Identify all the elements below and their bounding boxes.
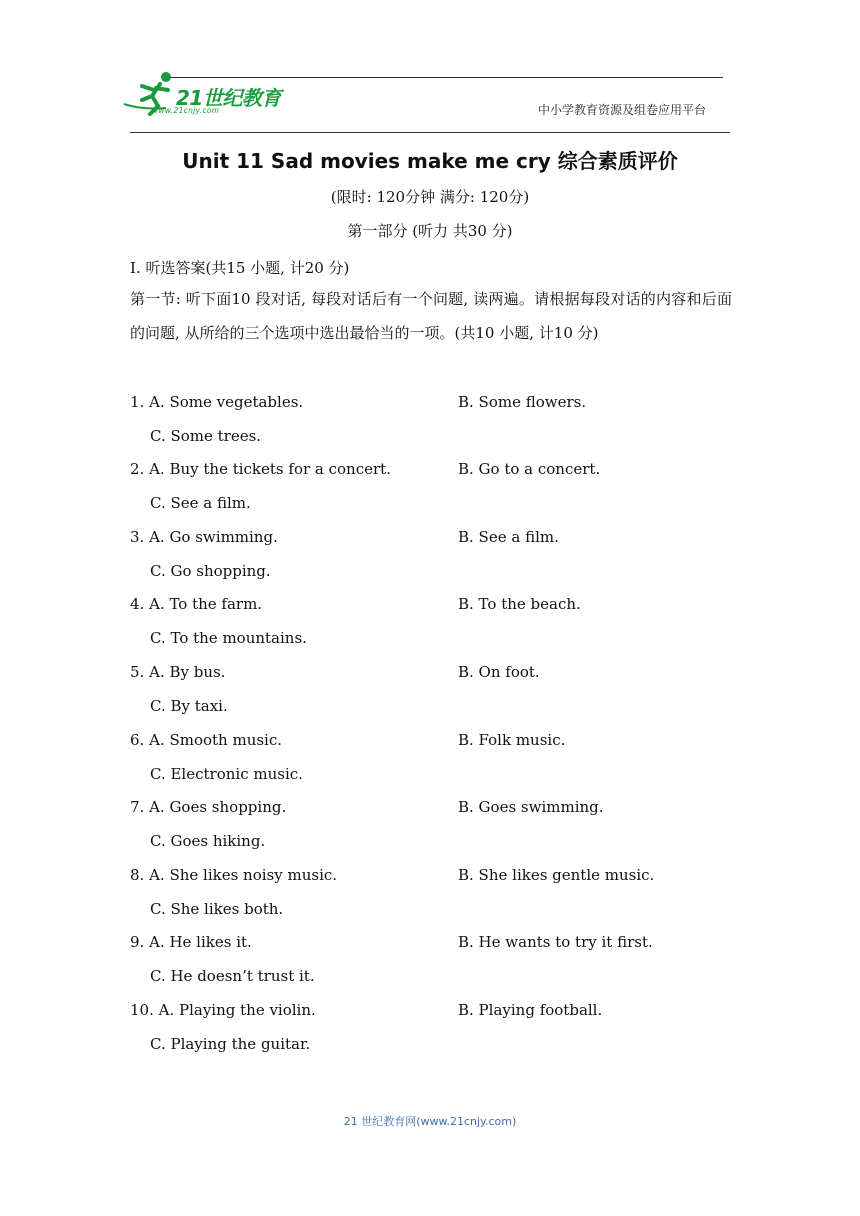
option-a: 3. A. Go swimming. (130, 528, 278, 546)
question-10 (130, 1001, 730, 1069)
option-c: C. By taxi. (150, 697, 228, 715)
option-c: C. She likes both. (150, 900, 284, 918)
option-a: 5. A. By bus. (130, 663, 226, 681)
option-b: B. He wants to try it first. (458, 933, 653, 951)
question-8 (130, 866, 730, 934)
option-b: B. On foot. (458, 663, 540, 681)
option-a: 2. A. Buy the tickets for a concert. (130, 460, 391, 478)
option-a: 8. A. She likes noisy music. (130, 866, 338, 884)
option-c: C. See a film. (150, 494, 251, 512)
option-c: C. Goes hiking. (150, 832, 266, 850)
option-a: 10. A. Playing the violin. (130, 1001, 316, 1019)
option-c: C. Some trees. (150, 427, 262, 445)
logo-text: 21世纪教育 (176, 86, 281, 110)
logo-url: www.21cnjy.com (152, 106, 220, 115)
question-2 (130, 460, 730, 528)
option-c: C. Playing the guitar. (150, 1035, 311, 1053)
question-6 (130, 731, 730, 799)
question-5 (130, 663, 730, 731)
option-a: 1. A. Some vegetables. (130, 393, 304, 411)
option-a: 9. A. He likes it. (130, 933, 252, 951)
header-rule-bottom (130, 132, 730, 133)
footer-link[interactable]: 21 世纪教育网(www.21cnjy.com) (343, 1115, 517, 1128)
question-9 (130, 933, 730, 1001)
platform-label: 中小学教育资源及组卷应用平台 (537, 103, 706, 117)
option-a: 4. A. To the farm. (130, 595, 263, 613)
page-title: Unit 11 Sad movies make me cry 综合素质评价 (182, 149, 678, 173)
option-b: B. Go to a concert. (458, 460, 601, 478)
option-c: C. Electronic music. (150, 765, 303, 783)
part-heading: 第一部分 (听力 共30 分) (347, 222, 513, 240)
option-a: 7. A. Goes shopping. (130, 798, 287, 816)
question-7 (130, 798, 730, 866)
option-b: B. Goes swimming. (458, 798, 604, 816)
option-c: C. He doesn’t trust it. (150, 967, 315, 985)
option-b: B. Some flowers. (458, 393, 587, 411)
question-1 (130, 393, 730, 461)
option-c: C. To the mountains. (150, 629, 307, 647)
option-b: B. Folk music. (458, 731, 566, 749)
instruction-text: 第一节: 听下面10 段对话, 每段对话后有一个问题, 读两遍。请根据每段对话的内容和后面的问题, 从所给的三个选项中选出最恰当的一项。(共10 小题, 计10 分) (130, 290, 732, 342)
time-limit: (限时: 120分钟 满分: 120分) (330, 188, 530, 206)
option-b: B. She likes gentle music. (458, 866, 655, 884)
option-b: B. See a film. (458, 528, 559, 546)
option-b: B. Playing football. (458, 1001, 603, 1019)
section-heading: I. 听选答案(共15 小题, 计20 分) (130, 259, 350, 277)
question-3 (130, 528, 730, 596)
option-a: 6. A. Smooth music. (130, 731, 283, 749)
option-c: C. Go shopping. (150, 562, 271, 580)
question-4 (130, 595, 730, 663)
option-b: B. To the beach. (458, 595, 581, 613)
